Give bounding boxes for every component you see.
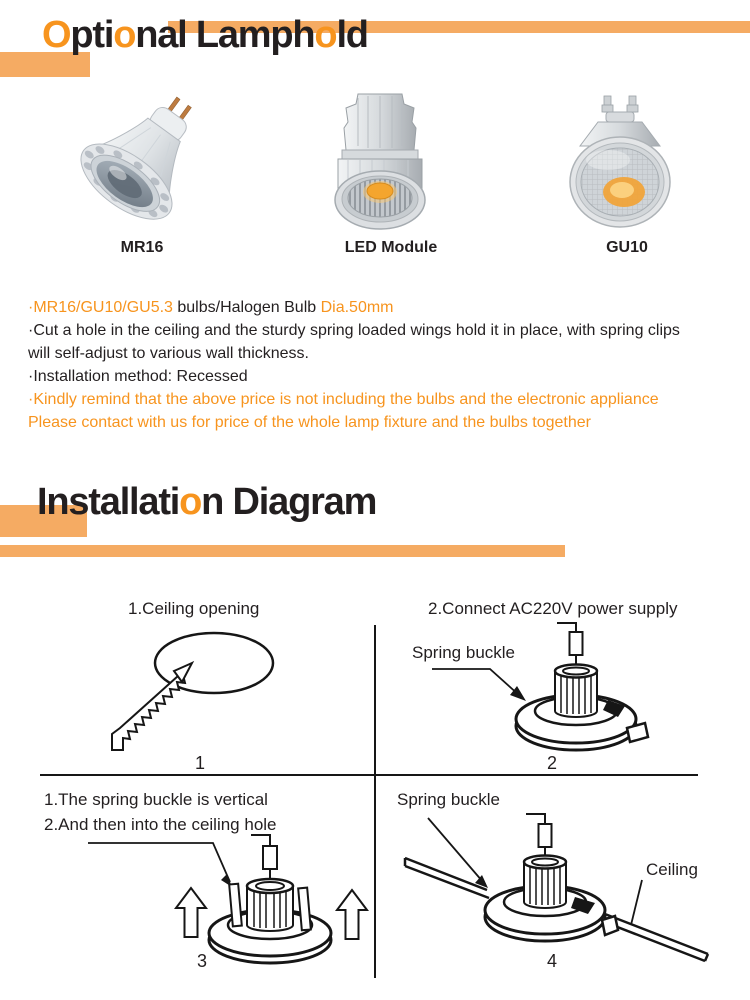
product-label-led-module: LED Module <box>344 239 438 256</box>
spring-buckle-leader-line <box>432 669 520 696</box>
bullet-install-method: ·Installation method: Recessed <box>28 368 248 385</box>
panel2-number: 2 <box>546 753 557 773</box>
bullet-bulb-types <box>28 296 680 319</box>
downlight-fixture-drawing-step3 <box>60 830 380 980</box>
ceiling-panel-left <box>405 858 489 898</box>
page-title-optional-lamphold <box>42 16 368 54</box>
bullet-price-note-line2: Please contact with us for price of the whole lamp fixture and the bulbs together <box>28 414 591 431</box>
buckle-tab-diamond <box>602 916 618 935</box>
panel4-number: 4 <box>546 951 557 971</box>
panel4-spring-buckle-label: Spring buckle <box>397 790 501 809</box>
title-letters: nal Lamph <box>135 14 315 56</box>
gu10-bulb-image <box>562 94 678 234</box>
led-module-image <box>324 92 436 234</box>
ceiling-leader-line <box>631 880 642 925</box>
bullet-diameter: Dia.50mm <box>320 299 394 316</box>
product-label-gu10: GU10 <box>606 239 648 256</box>
hole-saw-drawing <box>112 667 188 750</box>
bullet-price-note-line1: ·Kindly remind that the above price is not including the bulbs and the electronic appliance <box>28 391 659 408</box>
bullet-install-line1: ·Cut a hole in the ceiling and the sturdy spring loaded wings hold it in place, with spring clips <box>28 322 680 339</box>
title-letter: o <box>314 14 337 56</box>
downlight-fixture <box>516 623 648 750</box>
up-arrow-icon <box>337 890 367 939</box>
product-label-mr16: MR16 <box>120 239 164 256</box>
panel2-spring-buckle-label: Spring buckle <box>412 643 516 662</box>
panel3-step2-text: 2.And then into the ceiling hole <box>44 815 277 834</box>
downlight-fixture <box>209 835 331 963</box>
downlight-fixture <box>485 814 618 941</box>
up-arrow-icon <box>176 888 206 937</box>
downlight-fixture-drawing-step2 <box>400 615 690 770</box>
title2-letter: o <box>179 481 202 523</box>
downlight-fixture-drawing-step4 <box>395 805 727 973</box>
title2-accent-bar-bottom <box>0 545 565 557</box>
product-description <box>28 296 680 434</box>
title-letters: ld <box>336 14 368 56</box>
spring-buckle-leader-line <box>428 818 483 882</box>
title2-letters: Installati <box>37 481 180 523</box>
title2-letters: n Diagram <box>201 481 377 523</box>
title-letters: pti <box>70 14 114 56</box>
panel1-number: 1 <box>194 753 205 773</box>
page-title-installation-diagram <box>37 483 376 521</box>
bullet-bulb-types-black: bulbs/Halogen Bulb <box>172 299 321 316</box>
panel2-heading: 2.Connect AC220V power supply <box>428 599 678 618</box>
panel3-number: 3 <box>196 951 207 971</box>
panel4-ceiling-label: Ceiling <box>646 860 698 879</box>
title-letter: O <box>42 14 71 56</box>
ceiling-opening-drawing <box>100 625 320 760</box>
panel3-leader-line <box>88 843 230 882</box>
diagram-horizontal-divider <box>40 774 698 776</box>
mr16-bulb-image <box>58 88 222 238</box>
panel1-heading: 1.Ceiling opening <box>128 599 260 618</box>
title-letter: o <box>113 14 136 56</box>
bullet-bulb-types-orange: ·MR16/GU10/GU5.3 <box>28 299 173 316</box>
panel3-step1-text: 1.The spring buckle is vertical <box>44 790 268 809</box>
bullet-install-line2: will self-adjust to various wall thickness. <box>28 345 309 362</box>
buckle-tab-diamond <box>627 723 648 742</box>
